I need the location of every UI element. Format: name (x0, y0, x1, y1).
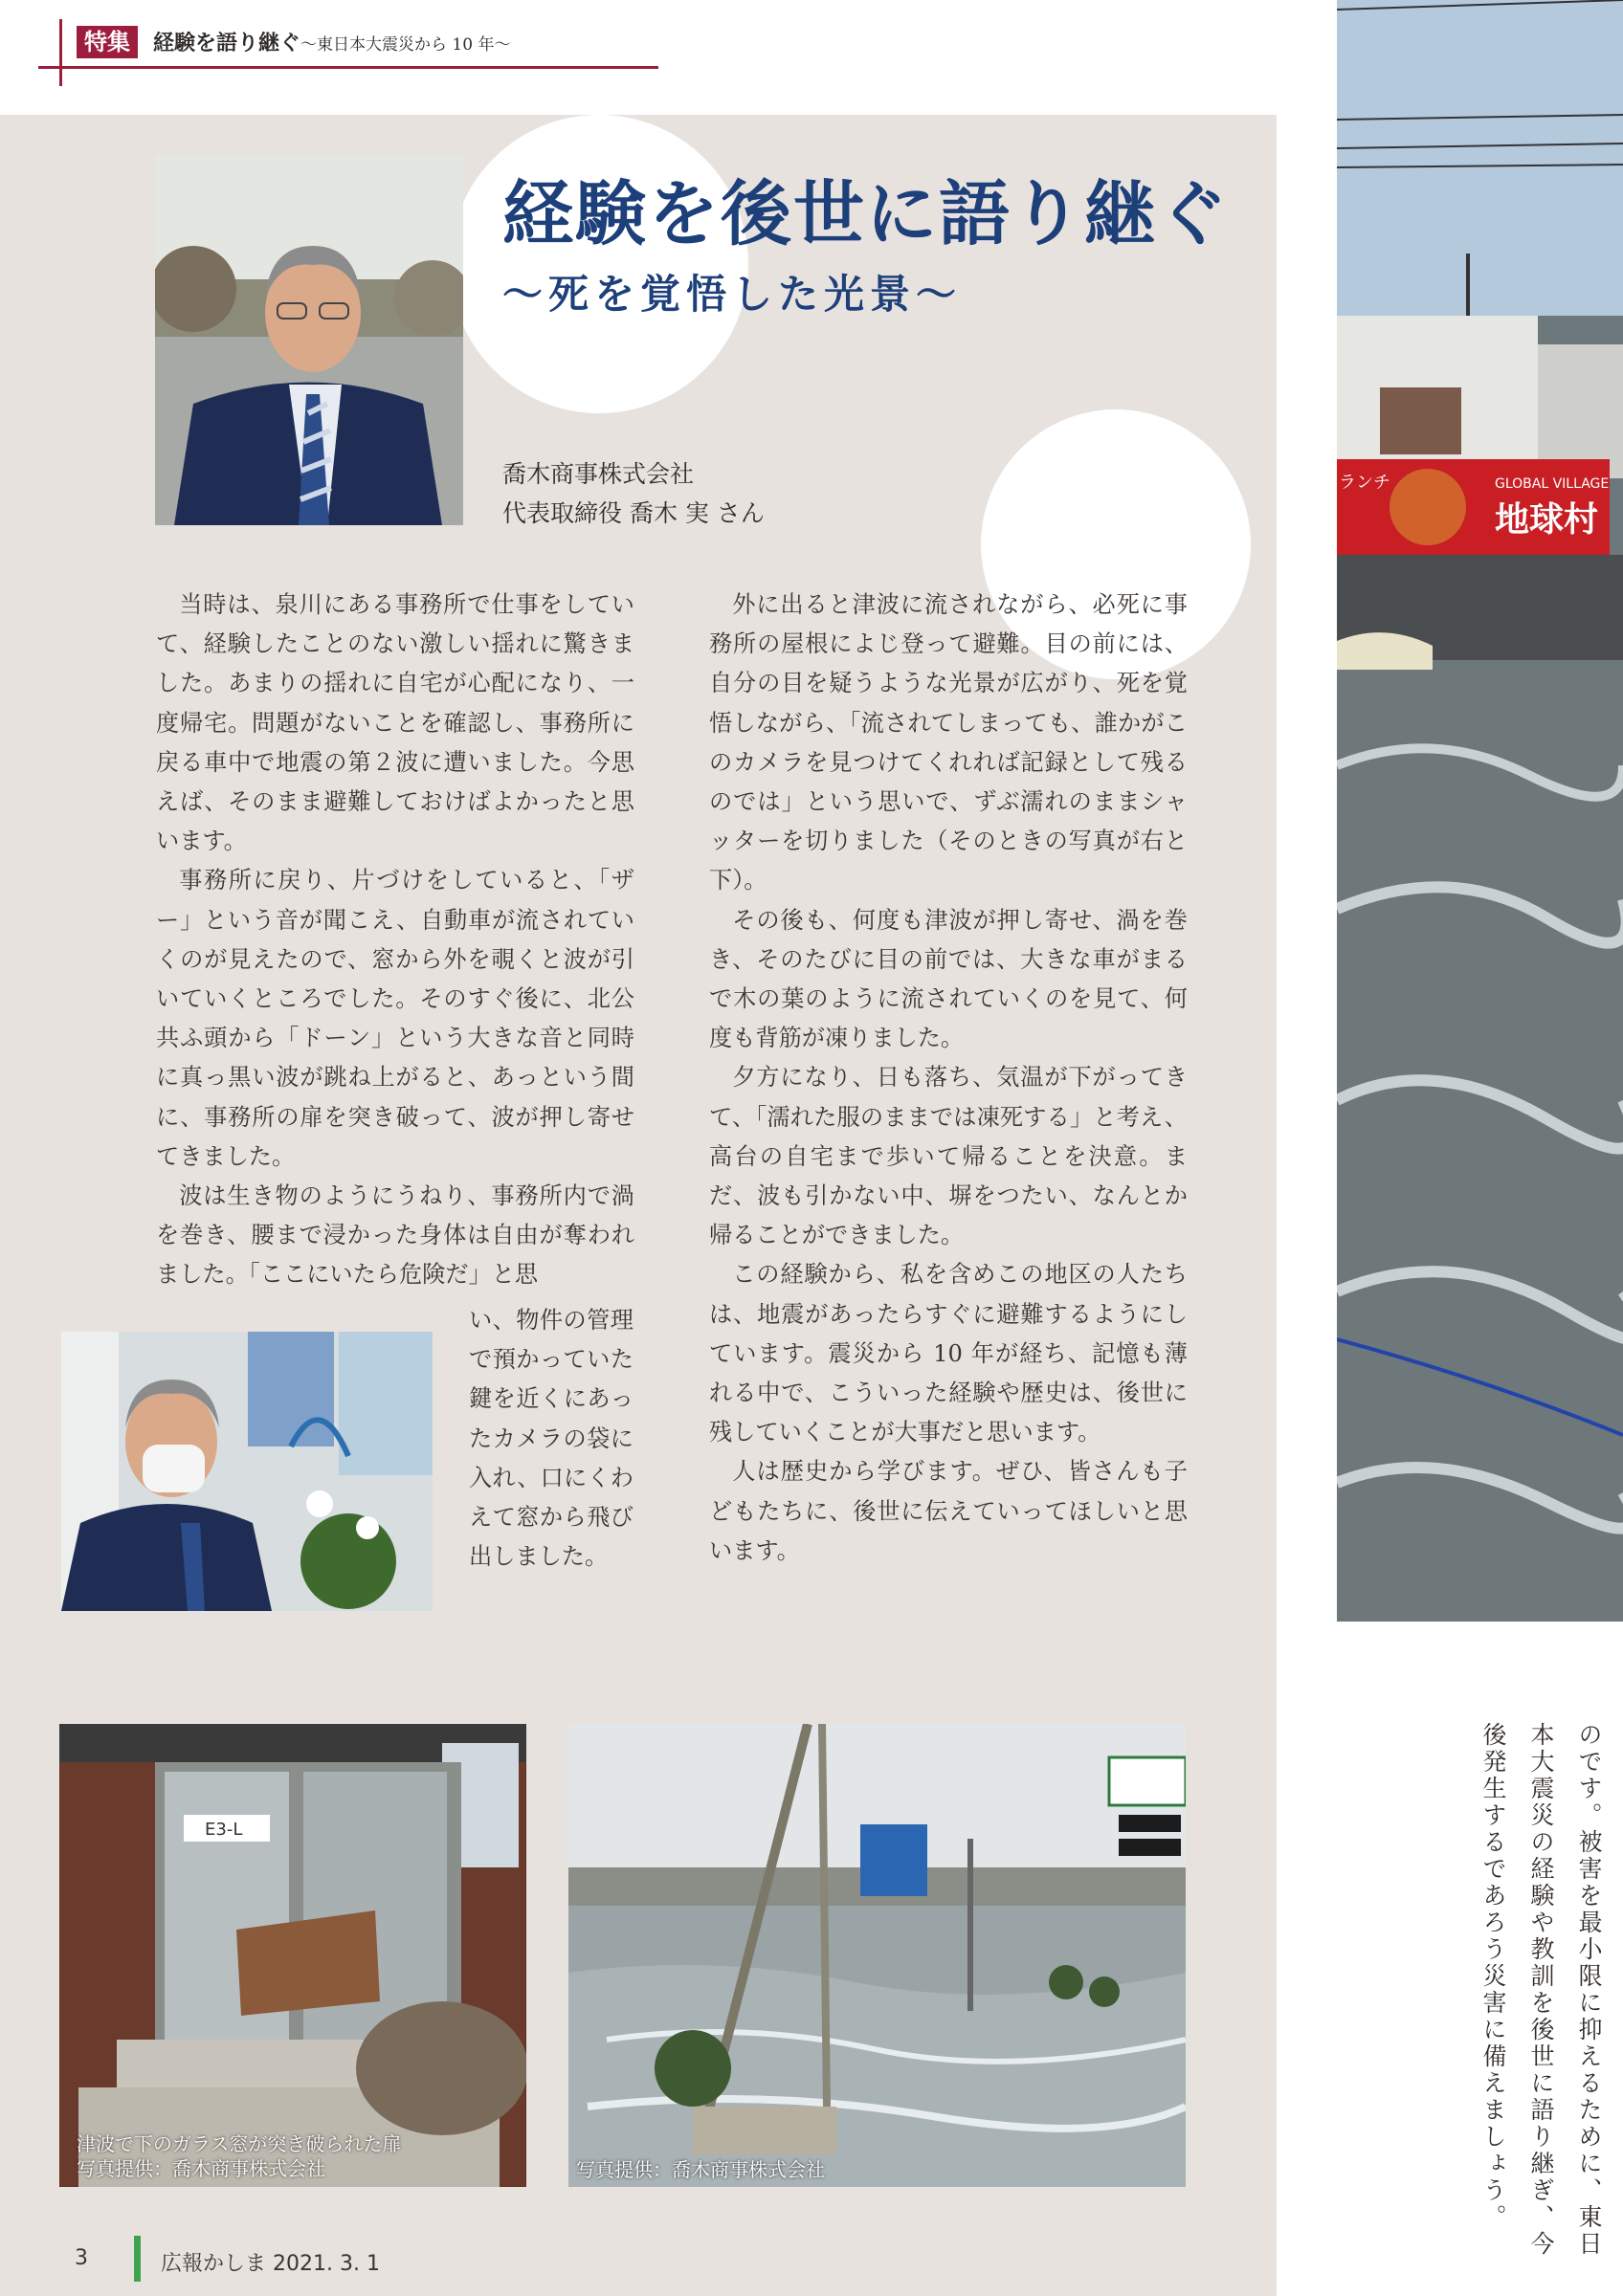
masked-portrait-photo (61, 1332, 433, 1611)
interviewee-info (502, 454, 765, 533)
broken-door-photo (59, 1724, 526, 2187)
header-horizontal-rule (38, 66, 658, 69)
paragraph: 外に出ると津波に流されながら、必死に事務所の屋根によじ登って避難。目の前には、自分の目を疑うような光景が広がり、死を覚悟しながら、「流されてしまっても、誰かがこのカメラを見つけてくれれば記録として残るのでは」という思いで、ずぶ濡れのままシャッターを切りました（そのときの写真が右と下）。 (709, 591, 1188, 894)
header-vertical-rule (59, 19, 62, 86)
flooded-street-photo (568, 1724, 1186, 2187)
side-note: のです。被害を最小限に抑えるために、東日本大震災の経験や教訓を後世に語り継ぎ、今後発生するであろう災害に備えましょう。 (1479, 1722, 1603, 2258)
paragraph: 夕方になり、日も落ち、気温が下がってきて、「濡れた服のままでは凍死する」と考え、高台の自宅まで歩いて帰ることを決意。まだ、波も引かない中、塀をつたい、なんとか帰ることができました。 (709, 1064, 1188, 1249)
article-title: 経験を後世に語り継ぐ (502, 173, 1230, 255)
header-title-sub: 〜東日本大震災から 10 年〜 (300, 35, 511, 55)
article-subtitle: 〜死を覚悟した光景〜 (502, 271, 963, 318)
header-title-main: 経験を語り継ぐ (153, 31, 301, 55)
footer-accent-bar (134, 2236, 141, 2282)
page-header (0, 0, 1263, 105)
paragraph: 波は生き物のようにうねり、事務所内で渦を巻き、腰まで浸かった身体は自由が奪われました。「ここにいたら危険だ」と思 (156, 1182, 634, 1289)
publication-info: 広報かしま 2021. 3. 1 (161, 2252, 380, 2276)
portrait-photo (155, 155, 463, 525)
shop-sign-small: GLOBAL VILLAGE (1495, 476, 1610, 492)
feature-badge: 特集 (77, 26, 138, 58)
lunch-sign-text: ランチ (1339, 473, 1390, 493)
interviewee-name: 代表取締役 喬木 実 さん (502, 499, 765, 527)
paragraph: その後も、何度も津波が押し寄せ、渦を巻き、そのたびに目の前では、大きな車がまるで木の葉のように流されていくのを見て、何度も背筋が凍りました。 (709, 906, 1188, 1052)
header-title (153, 27, 510, 61)
tsunami-photo (1337, 0, 1623, 1622)
office-sign-text: E3-L (205, 1820, 243, 1840)
door-photo-caption (77, 2131, 401, 2181)
article-left-column (156, 585, 634, 1295)
caption-line: 写真提供：喬木商事株式会社 (77, 2157, 325, 2180)
street-photo-caption: 写真提供：喬木商事株式会社 (576, 2158, 825, 2181)
article-right-column (709, 585, 1188, 1571)
page-number: 3 (75, 2246, 88, 2270)
paragraph: この経験から、私を含めこの地区の人たちは、地震があったらすぐに避難するようにしています。震災から 10 年が経ち、記憶も薄れる中で、こういった経験や歴史は、後世に残していくことが大事だと思います。 (709, 1261, 1188, 1446)
caption-line: 津波で下のガラス窓が突き破られた扉 (77, 2132, 402, 2155)
paragraph: 当時は、泉川にある事務所で仕事をしていて、経験したことのない激しい揺れに驚きました。あまりの揺れに自宅が心配になり、一度帰宅。問題がないことを確認し、事務所に戻る車中で地震の第２波に遭いました。今思えば、そのまま避難しておけばよかったと思います。 (156, 591, 634, 855)
shop-sign-text: 地球村 (1495, 500, 1599, 540)
paragraph: 事務所に戻り、片づけをしていると、「ザー」という音が聞こえ、自動車が流されていくのが見えたので、窓から外を覗くと波が引いていくところでした。そのすぐ後に、北公共ふ頭から「ドーン」という大きな音と同時に真っ黒い波が跳ね上がると、あっという間に、事務所の扉を突き破って、波が押し寄せてきました。 (156, 867, 634, 1170)
paragraph: 人は歴史から学びます。ぜひ、皆さんも子どもたちに、後世に伝えていってほしいと思います。 (709, 1458, 1188, 1564)
article-left-column-continued: い、物件の管理で預かっていた鍵を近くにあったカメラの袋に入れ、口にくわえて窓から飛び出しました。 (469, 1307, 634, 1571)
article-panel (0, 115, 1277, 2296)
company-name: 喬木商事株式会社 (502, 460, 695, 488)
